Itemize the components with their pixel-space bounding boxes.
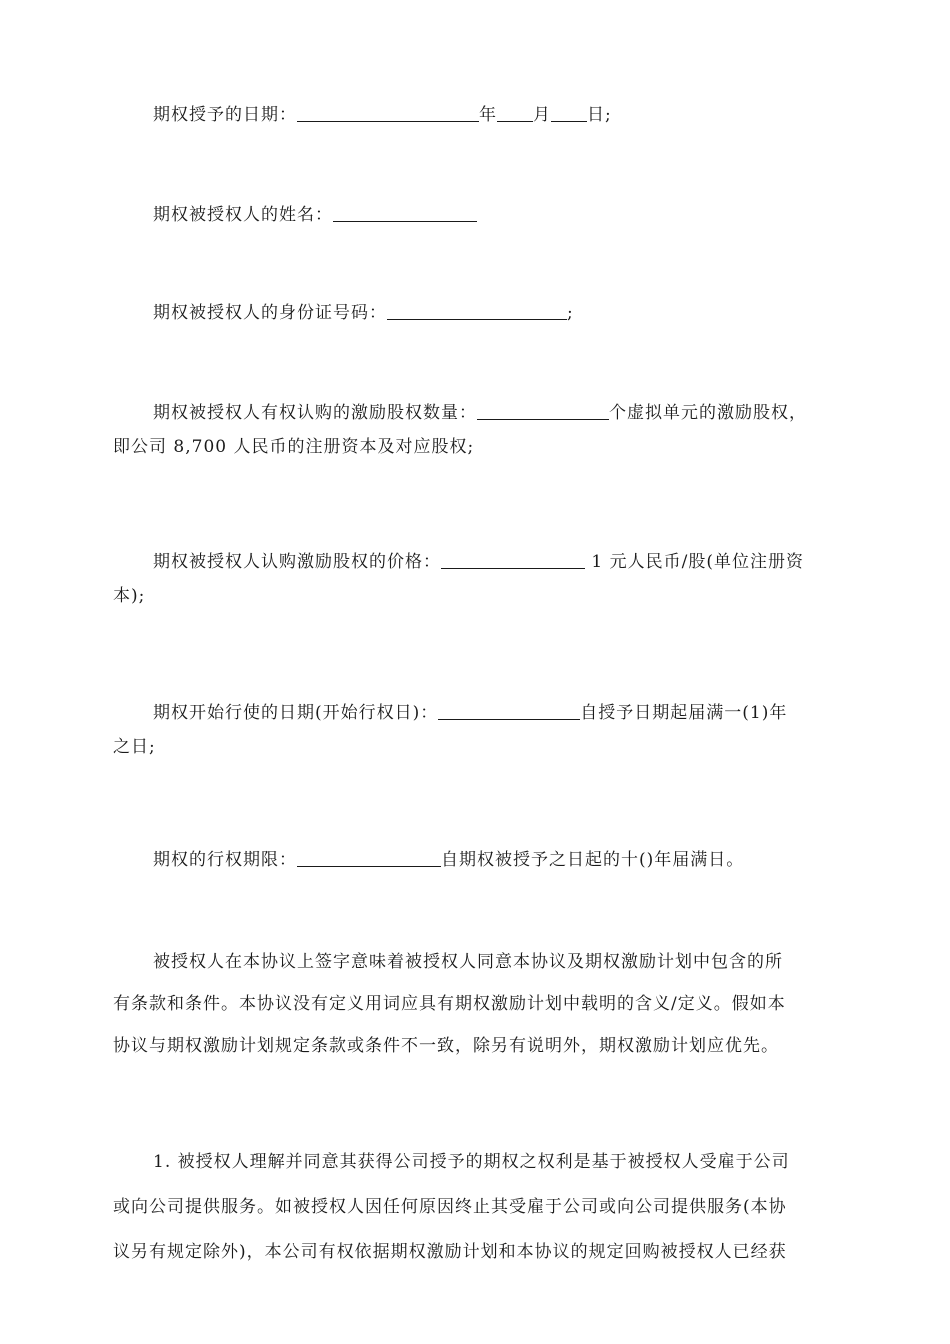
clause-1-line-3: 议另有规定除外)，本公司有权依据期权激励计划和本协议的规定回购被授权人已经获	[113, 1242, 787, 1262]
grant-date-day: 日;	[587, 105, 612, 125]
exercise-start-suffix: 自授予日期起届满一(1)年	[580, 703, 788, 723]
grantee-id-line	[113, 296, 843, 330]
grant-day-blank[interactable]	[551, 101, 587, 122]
clause-1-line-1: 1. 被授权人理解并同意其获得公司授予的期权之权利是基于被授权人受雇于公司	[153, 1152, 790, 1172]
grantee-name-label: 期权被授权人的姓名：	[153, 205, 333, 225]
exercise-start-line-1	[113, 696, 843, 730]
price-line-2: 本);	[113, 586, 146, 606]
grant-date-year: 年	[479, 105, 497, 125]
price-field	[113, 545, 843, 613]
exercise-start-line-2: 之日;	[113, 737, 156, 757]
share-quantity-line-2: 即公司 8,700 人民币的注册资本及对应股权;	[113, 437, 475, 457]
exercise-start-blank[interactable]	[438, 699, 580, 720]
exercise-start-label: 期权开始行使的日期(开始行权日)：	[153, 703, 439, 723]
consent-line-3: 协议与期权激励计划规定条款或条件不一致，除另有说明外，期权激励计划应优先。	[113, 1036, 779, 1056]
grantee-id-suffix: ;	[567, 303, 574, 323]
grantee-name-line	[113, 198, 843, 232]
exercise-term-blank[interactable]	[297, 846, 441, 867]
price-label: 期权被授权人认购激励股权的价格：	[153, 552, 441, 572]
exercise-term-suffix: 自期权被授予之日起的十()年届满日。	[441, 850, 745, 870]
price-line-1	[113, 545, 843, 579]
grantee-name-field	[113, 198, 843, 232]
exercise-term-field	[113, 843, 843, 877]
grantee-id-label: 期权被授权人的身份证号码：	[153, 303, 387, 323]
consent-line-1: 被授权人在本协议上签字意味着被授权人同意本协议及期权激励计划中包含的所	[153, 952, 783, 972]
consent-paragraph	[113, 945, 843, 1063]
exercise-term-label: 期权的行权期限：	[153, 850, 297, 870]
share-quantity-suffix: 个虚拟单元的激励股权，	[609, 403, 807, 423]
grant-date-field	[113, 98, 843, 132]
price-suffix: 1 元人民币/股(单位注册资	[585, 552, 804, 572]
consent-line-2: 有条款和条件。本协议没有定义用词应具有期权激励计划中载明的含义/定义。假如本	[113, 994, 786, 1014]
share-quantity-label: 期权被授权人有权认购的激励股权数量：	[153, 403, 477, 423]
grant-month-blank[interactable]	[497, 101, 533, 122]
grant-date-line	[113, 98, 843, 132]
grantee-id-blank[interactable]	[387, 299, 567, 320]
exercise-term-line	[113, 843, 843, 877]
grantee-id-field	[113, 296, 843, 330]
clause-1-paragraph	[113, 1145, 843, 1269]
share-quantity-line-1	[113, 396, 843, 430]
price-blank[interactable]	[441, 548, 585, 569]
clause-1-line-2: 或向公司提供服务。如被授权人因任何原因终止其受雇于公司或向公司提供服务(本协	[113, 1197, 787, 1217]
share-quantity-field	[113, 396, 843, 464]
grant-date-month: 月	[533, 105, 551, 125]
share-quantity-blank[interactable]	[477, 399, 609, 420]
grant-date-label: 期权授予的日期：	[153, 105, 297, 125]
exercise-start-field	[113, 696, 843, 764]
grant-date-blank[interactable]	[297, 101, 479, 122]
grantee-name-blank[interactable]	[333, 201, 477, 222]
